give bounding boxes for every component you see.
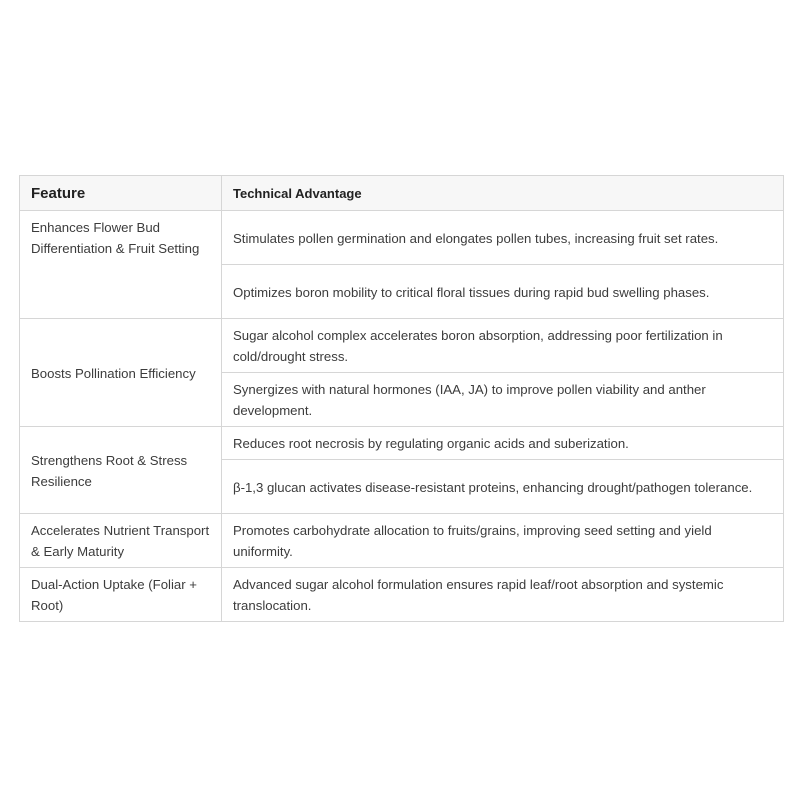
table-row <box>20 211 784 265</box>
advantage-cell: Synergizes with natural hormones (IAA, JA) to improve pollen viability and anther development. <box>222 373 784 427</box>
table-row <box>20 319 784 373</box>
feature-cell: Dual-Action Uptake (Foliar + Root) <box>20 568 222 622</box>
column-header-technical-advantage: Technical Advantage <box>222 176 784 211</box>
feature-cell: Enhances Flower Bud Differentiation & Fruit Setting <box>20 211 222 319</box>
feature-advantage-table-container <box>19 175 783 622</box>
advantage-cell: Reduces root necrosis by regulating organic acids and suberization. <box>222 427 784 460</box>
advantage-cell: Promotes carbohydrate allocation to fruits/grains, improving seed setting and yield uniformity. <box>222 514 784 568</box>
table-row <box>20 514 784 568</box>
advantage-cell: Advanced sugar alcohol formulation ensures rapid leaf/root absorption and systemic translocation. <box>222 568 784 622</box>
feature-cell: Boosts Pollination Efficiency <box>20 319 222 427</box>
table-row <box>20 568 784 622</box>
feature-advantage-table <box>19 175 784 622</box>
advantage-cell: β-1,3 glucan activates disease-resistant proteins, enhancing drought/pathogen tolerance. <box>222 460 784 514</box>
column-header-feature: Feature <box>20 176 222 211</box>
table-header-row <box>20 176 784 211</box>
table-row <box>20 427 784 460</box>
feature-cell: Strengthens Root & Stress Resilience <box>20 427 222 514</box>
feature-cell: Accelerates Nutrient Transport & Early Maturity <box>20 514 222 568</box>
advantage-cell: Sugar alcohol complex accelerates boron absorption, addressing poor fertilization in cold/drought stress. <box>222 319 784 373</box>
advantage-cell: Stimulates pollen germination and elongates pollen tubes, increasing fruit set rates. <box>222 211 784 265</box>
advantage-cell: Optimizes boron mobility to critical floral tissues during rapid bud swelling phases. <box>222 265 784 319</box>
